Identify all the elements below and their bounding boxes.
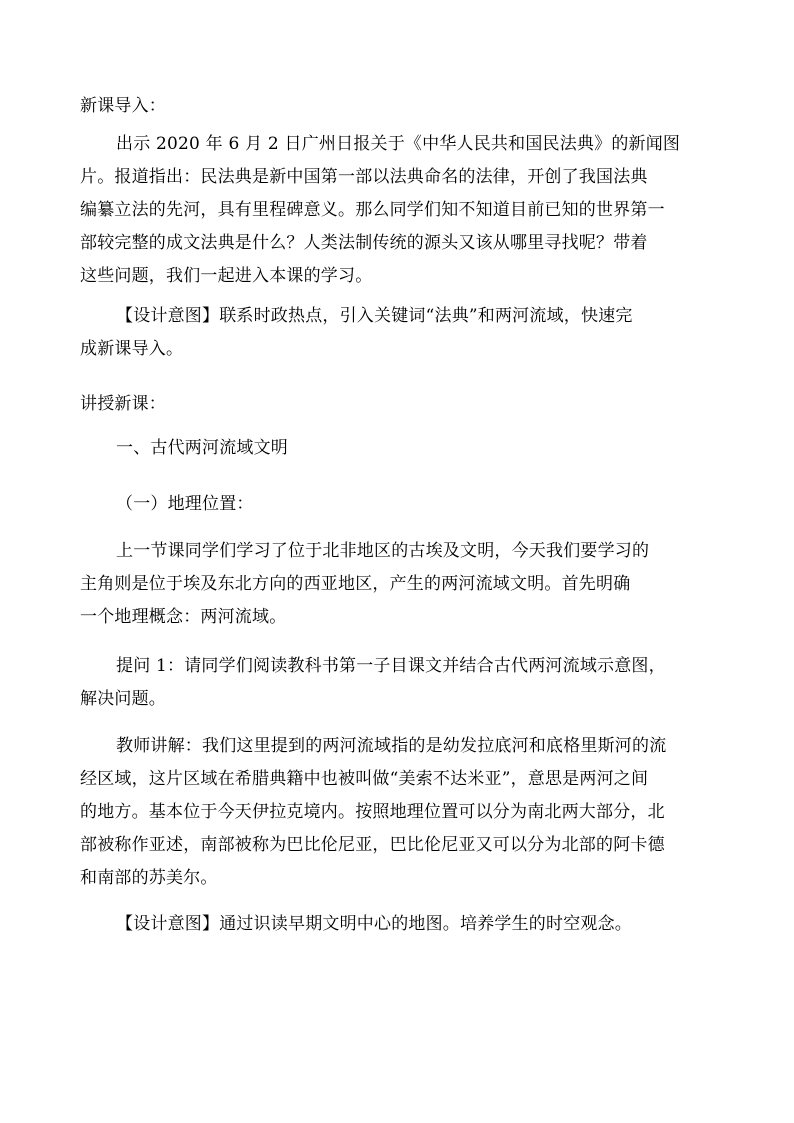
text-line: 成新课导入。	[80, 339, 184, 359]
teacher-explanation	[80, 730, 720, 895]
text-line: 主角则是位于埃及东北方向的西亚地区，产生的两河流域文明。首先明确	[80, 574, 631, 594]
section-1-heading	[80, 432, 720, 465]
text-line: 部较完整的成文法典是什么？人类法制传统的源头又该从哪里寻找呢？带着	[80, 233, 648, 253]
text-line: 片。报道指出：民法典是新中国第一部以法典命名的法律，开创了我国法典	[80, 167, 648, 187]
subsection-heading-text: （一）地理位置：	[116, 494, 254, 514]
lecture-heading	[80, 388, 720, 421]
text-line: 经区域，这片区域在希腊典籍中也被叫做“美索不达米亚”，意思是两河之间	[80, 769, 649, 789]
text-line: 编纂立法的先河，具有里程碑意义。那么同学们知不知道目前已知的世界第一	[80, 200, 665, 220]
intro-paragraph	[80, 128, 720, 293]
text-line: 的地方。基本位于今天伊拉克境内。按照地理位置可以分为南北两大部分，北	[80, 802, 665, 822]
design-intent-2	[80, 908, 720, 941]
text-line: 一个地理概念：两河流域。	[80, 607, 287, 627]
text-line: 提问 1：请同学们阅读教科书第一子目课文并结合古代两河流域示意图，	[116, 656, 666, 676]
text-line: 上一节课同学们学习了位于北非地区的古埃及文明，今天我们要学习的	[116, 541, 650, 561]
text-line: 教师讲解：我们这里提到的两河流域指的是幼发拉底河和底格里斯河的流	[116, 736, 667, 756]
text-line: 部被称作亚述，南部被称为巴比伦尼亚，巴比伦尼亚又可以分为北部的阿卡德	[80, 835, 665, 855]
section-heading-text: 一、古代两河流域文明	[116, 438, 288, 458]
text-line: 和南部的苏美尔。	[80, 868, 218, 888]
text-line: 【设计意图】通过识读早期文明中心的地图。培养学生的时空观念。	[116, 914, 632, 934]
text-line: 解决问题。	[80, 689, 166, 709]
design-intent-1	[80, 300, 720, 366]
intro-heading-text: 新课导入：	[80, 96, 166, 116]
intro-heading	[80, 90, 720, 123]
subsection-1-heading	[80, 488, 720, 521]
text-line: 这些问题，我们一起进入本课的学习。	[80, 266, 373, 286]
text-line: 出示 2020 年 6 月 2 日广州日报关于《中华人民共和国民法典》的新闻图	[116, 134, 681, 154]
lecture-heading-text: 讲授新课：	[80, 394, 166, 414]
geo-paragraph	[80, 535, 720, 634]
question-1	[80, 650, 720, 716]
text-line: 【设计意图】联系时政热点，引入关键词“法典”和两河流域，快速完	[116, 306, 633, 326]
